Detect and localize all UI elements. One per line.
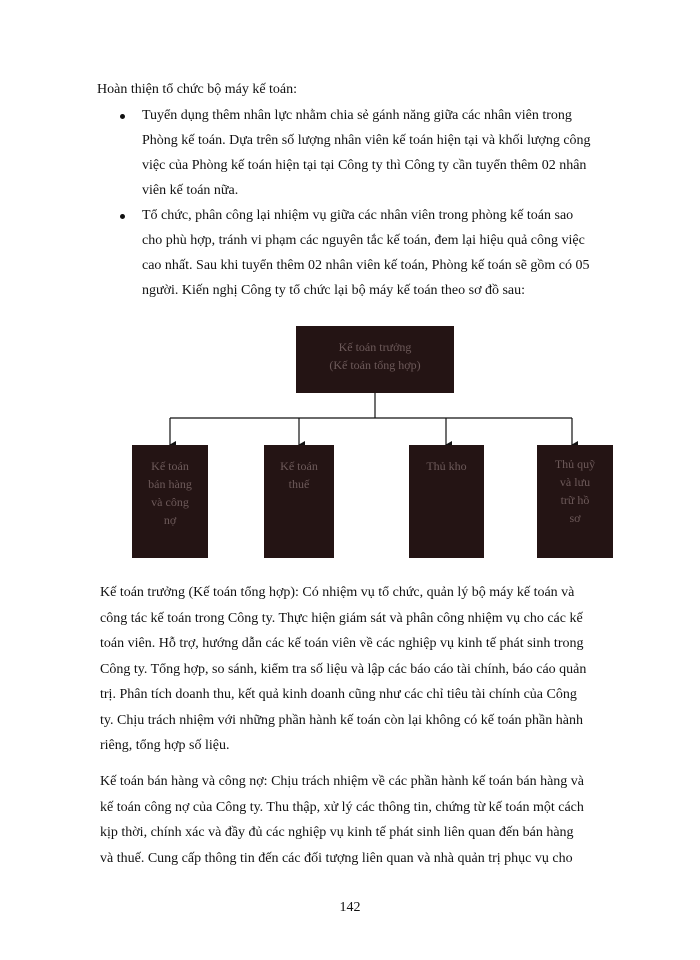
org-box-label: thuế: [288, 477, 310, 491]
paragraph-line: công tác kế toán trong Công ty. Thực hiện giám sát và phân công nhiệm vụ cho các kế: [100, 610, 583, 626]
bullet-line: cao nhất. Sau khi tuyển thêm 02 nhân viên kế toán, Phòng kế toán sẽ gồm có 05: [142, 258, 590, 273]
org-box-label: Kế toán trưởng: [338, 340, 412, 354]
org-box-label: Kế toán: [280, 459, 318, 473]
org-box-label: và lưu: [559, 475, 591, 489]
paragraph-sales-accountant: [100, 769, 640, 871]
org-box-chief-accountant: [296, 326, 454, 393]
paragraph-line: kế toán công nợ của Công ty. Thu thập, xử lý các thông tin, chứng từ kế toán một cách: [100, 799, 584, 815]
org-box-label: Thủ kho: [426, 459, 467, 473]
page-number: 142: [339, 900, 361, 915]
paragraph-line: Kế toán trưởng (Kế toán tổng hợp): Có nhiệm vụ tổ chức, quản lý bộ máy kế toán và: [100, 585, 575, 600]
paragraph-line: riêng, tổng hợp số liệu.: [100, 738, 230, 753]
paragraph-line: kịp thời, chính xác và đầy đủ các nghiệp vụ kinh tế phát sinh liên quan đến bán hàng: [100, 825, 574, 840]
paragraph-line: trị. Phân tích doanh thu, kết quả kinh doanh cũng như các chỉ tiêu tài chính của Công: [100, 687, 577, 702]
bullet-line: cho phù hợp, tránh vi phạm các nguyên tắc kế toán, đem lại hiệu quả công việc: [142, 233, 585, 248]
paragraph-line: Công ty. Tổng hợp, so sánh, kiểm tra số liệu và lập các báo cáo tài chính, báo cáo quản: [100, 661, 587, 677]
org-box-label: (Kế toán tổng hợp): [329, 358, 421, 372]
bullet-line: Tuyển dụng thêm nhân lực nhằm chia sẻ gánh năng giữa các nhân viên trong: [142, 108, 572, 123]
org-box-label: Thủ quỹ: [554, 457, 596, 471]
org-box-label: Kế toán: [151, 459, 189, 473]
paragraph-line: và thuế. Cung cấp thông tin đến các đối tượng liên quan và nhà quản trị phục vụ cho: [100, 850, 573, 866]
bullet-line: Tổ chức, phân công lại nhiệm vụ giữa các nhân viên trong phòng kế toán sao: [142, 208, 574, 223]
org-box-label: bán hàng: [148, 477, 192, 491]
org-box-sales-accountant: [132, 445, 208, 558]
org-box-label: trữ hồ: [560, 493, 590, 507]
bullet-line: người. Kiến nghị Công ty tổ chức lại bộ máy kế toán theo sơ đồ sau:: [142, 283, 526, 298]
paragraph-chief-accountant: [100, 580, 640, 759]
paragraph-line: Kế toán bán hàng và công nợ: Chịu trách nhiệm về các phần hành kế toán bán hàng và: [100, 774, 585, 789]
bullet-line: viên kế toán nữa.: [142, 183, 239, 198]
org-box-tax-accountant: [264, 445, 334, 558]
bullet-list: [118, 103, 638, 303]
org-box-label: và công: [151, 495, 189, 509]
bullet-line: Phòng kế toán. Dựa trên số lượng nhân viên kế toán hiện tại và khối lượng công: [142, 133, 591, 148]
paragraph-line: ty. Chịu trách nhiệm với những phần hành kế toán còn lại không có kế toán phần hành: [100, 712, 583, 728]
paragraph-line: toán viên. Hỗ trợ, hướng dẫn các kế toán viên về các nghiệp vụ kinh tế phát sinh trong: [100, 636, 584, 651]
intro-heading: Hoàn thiện tổ chức bộ máy kế toán:: [97, 82, 298, 97]
org-box-label: nợ: [163, 513, 177, 527]
bullet-item: [118, 203, 638, 303]
org-box-cashier-archive: [537, 445, 613, 558]
org-box-warehouse-keeper: [409, 445, 484, 558]
org-box-label: sơ: [569, 511, 581, 525]
bullet-item: [118, 103, 638, 203]
bullet-dot-icon: [120, 214, 125, 219]
bullet-line: việc của Phòng kế toán hiện tại tại Công ty thì Công ty cần tuyển thêm 02 nhân: [142, 158, 587, 173]
bullet-dot-icon: [120, 114, 125, 119]
